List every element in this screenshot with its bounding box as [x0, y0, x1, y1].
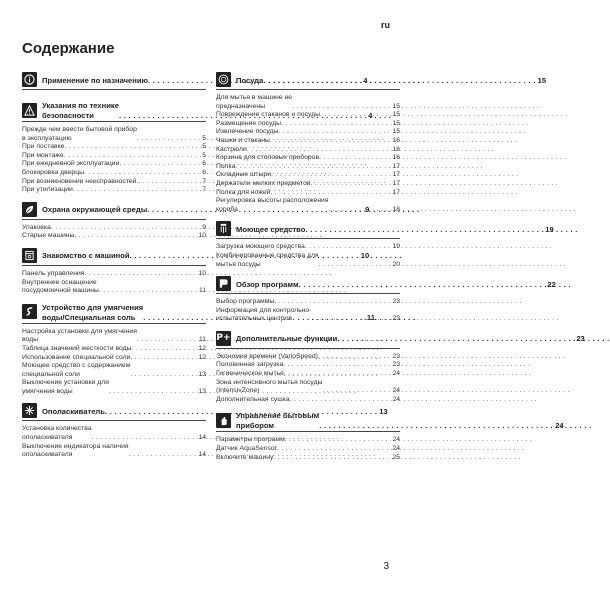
leader-dots [99, 287, 197, 296]
toc-entry[interactable] [22, 224, 206, 233]
toc-entry[interactable] [216, 436, 400, 445]
toc-entry[interactable] [216, 252, 400, 269]
toc-entry[interactable] [22, 270, 206, 279]
toc-entry-title: Загрузка моющего средства [216, 243, 305, 251]
toc-entry[interactable] [216, 445, 400, 454]
toc-entry-title: Прежде чем ввести бытовой прибор в эксплуатацию [22, 126, 137, 142]
toc-entry-page: 17 [392, 171, 400, 179]
toc-entry-title: Внутреннее оснащение посудомоечной машины [22, 278, 99, 295]
leader-dots [138, 178, 200, 187]
toc-entry-title: При монтаже [22, 151, 64, 159]
leader-dots [284, 370, 391, 379]
toc-entry-page: 10 [198, 232, 206, 240]
toc-entry-page: 5 [202, 134, 206, 142]
toc-entry-page: 14 [198, 434, 206, 442]
leader-dots [263, 76, 535, 86]
leader-dots [271, 171, 390, 180]
toc-entry-page: 17 [392, 179, 400, 187]
leader-dots [283, 361, 390, 370]
section-spacer [22, 241, 206, 248]
toc-section-page: 13 [379, 406, 388, 416]
toc-entry-title: Информация для контрольно- испытательных центров [216, 306, 312, 323]
toc-section-page: 22 [547, 279, 556, 289]
leader-dots [129, 451, 197, 460]
toc-section-title: Охрана окружающей среды [42, 205, 148, 215]
leader-dots [130, 371, 196, 380]
toc-entry-page: 6 [202, 160, 206, 168]
section-spacer [216, 404, 400, 411]
leader-dots [311, 180, 391, 189]
leader-dots [64, 143, 200, 152]
toc-entry-title: Держатели мелких предметов [216, 179, 311, 187]
toc-entry-title: Гигиеническое мытье [216, 370, 284, 378]
toc-entry-page: 11 [198, 287, 206, 295]
leader-dots [292, 103, 390, 112]
toc-entry-page: 7 [202, 186, 206, 194]
rinse-aid-icon [22, 403, 37, 418]
page-number: 3 [383, 561, 389, 572]
info-icon [22, 72, 37, 87]
toc-entry-page: 15 [392, 102, 400, 110]
toc-entry-title: Кастрюли [216, 145, 247, 153]
toc-entry-page: 23 [392, 315, 400, 323]
leader-dots [131, 345, 196, 354]
leader-dots [73, 186, 200, 195]
leader-dots [305, 225, 543, 235]
toc-entry-title: Панель управления [22, 269, 85, 277]
toc-section-title: Устройство для умягчения воды/Специальная соль [42, 302, 144, 322]
extra-functions-icon: P+ [216, 331, 231, 346]
toc-entry[interactable] [216, 243, 400, 252]
leader-dots [137, 336, 197, 345]
toc-entry[interactable] [216, 298, 400, 307]
toc-entry[interactable] [216, 353, 400, 362]
toc-section-title: Посуда [236, 75, 264, 85]
toc-section-page: 9 [365, 205, 370, 215]
toc-section-title: Ополаскиватель [42, 406, 105, 416]
leader-dots [74, 232, 196, 241]
dishes-icon [216, 72, 231, 87]
toc-entry-page: 23 [392, 298, 400, 306]
leader-dots [51, 224, 200, 233]
leader-dots [337, 334, 574, 344]
toc-section-title: Указания по технике безопасности [42, 101, 119, 120]
toc-entry[interactable] [216, 197, 400, 214]
toc-entry-page: 16 [392, 136, 400, 144]
toc-entry-page: 16 [392, 145, 400, 153]
toc-entry-page: 18 [392, 205, 400, 213]
toc-entry-page: 6 [202, 168, 206, 176]
toc-section-heading[interactable] [216, 276, 556, 294]
toc-entry-title: Датчик AquaSensor [216, 445, 277, 453]
toc-entry-title: При поставке [22, 143, 65, 151]
leader-dots [137, 135, 200, 144]
toc-entry[interactable] [216, 396, 400, 405]
toc-entry-title: Полка для ножей [216, 188, 271, 196]
toc-entry[interactable] [216, 307, 400, 324]
toc-entry-page: 13 [198, 387, 206, 395]
toc-entry[interactable] [216, 146, 400, 155]
toc-section-page: 4 [368, 111, 373, 120]
toc-entry-page: 19 [392, 243, 400, 251]
water-softener-icon [22, 304, 37, 319]
toc-entry-page: 24 [392, 387, 400, 395]
toc-entry-title: Чашки и стаканы [216, 136, 270, 144]
toc-entry[interactable] [22, 425, 206, 442]
toc-entry[interactable] [22, 362, 206, 379]
toc-section-title: Обзор программ [236, 279, 299, 289]
toc-entry-title: Выбор программы [216, 298, 275, 306]
toc-entry[interactable] [216, 189, 400, 198]
section-spacer [22, 296, 206, 303]
leader-dots [299, 280, 546, 290]
toc-entry-title: Размещение посуды [216, 119, 281, 127]
toc-entry-title: Моющее средство с содержанием специальной соли [22, 362, 131, 378]
toc-entry-page: 5 [202, 151, 206, 159]
toc-entry-title: Включите машину [216, 453, 274, 461]
toc-entry[interactable] [22, 328, 206, 345]
toc-entry-title: При возникновении неисправностей. [22, 177, 139, 185]
leader-dots [84, 270, 196, 279]
environment-icon [22, 202, 37, 217]
toc-entry-page: 9 [202, 223, 206, 231]
warning-icon [22, 103, 37, 118]
leader-dots [290, 396, 391, 405]
leader-dots [278, 128, 390, 137]
toc-section-title: Применение по назначению [42, 75, 149, 85]
leader-dots [318, 353, 391, 362]
leader-dots [319, 421, 553, 431]
toc-entry-title: Упаковка [22, 223, 51, 231]
toc-section-page: 24 [555, 421, 564, 431]
toc-entry-page: 12 [198, 344, 206, 352]
programs-icon [216, 276, 231, 291]
leader-dots [285, 436, 391, 445]
appliance-icon [22, 248, 37, 263]
section-spacer [216, 269, 400, 276]
toc-entry-page: 5 [202, 143, 206, 151]
toc-entry-title: Извлечение посуды [216, 128, 279, 136]
toc-entry[interactable] [22, 232, 206, 241]
toc-entry-title: Половинная загрузка [216, 361, 284, 369]
toc-entry-page: 24 [392, 445, 400, 453]
toc-section-page: 11 [366, 312, 375, 322]
leader-dots [305, 243, 391, 252]
toc-entry-title: Старые машины [22, 232, 75, 240]
toc-entry-title: Повреждение стаканов и посуды [216, 111, 320, 119]
toc-entry-title: Регулировка высоты расположения короба [216, 197, 329, 213]
toc-entry[interactable] [216, 379, 400, 396]
section-spacer [22, 94, 206, 101]
toc-section-heading[interactable] [216, 221, 554, 239]
toc-entry[interactable] [216, 137, 400, 146]
toc-entry-title: Использование специальной соли [22, 353, 131, 361]
toc-section-title: Управление бытовым прибором [236, 411, 320, 431]
leader-dots [109, 388, 197, 397]
toc-section-page: 10 [360, 251, 370, 261]
section-spacer [216, 462, 400, 469]
leader-dots [320, 111, 390, 120]
leader-dots [277, 445, 390, 454]
leader-dots [273, 454, 390, 463]
toc-entry-page: 23 [392, 361, 400, 369]
toc-section-page: 23 [576, 334, 585, 344]
toc-section-heading[interactable] [216, 331, 585, 349]
toc-right-column [216, 72, 585, 469]
toc-entry-page: 11 [198, 336, 206, 344]
toc-entry[interactable] [216, 128, 400, 137]
leader-dots [311, 312, 390, 324]
toc-entry-title: блокировка дверцы [22, 168, 84, 176]
toc-entry-title: Экономия времени (VarioSpeed) [216, 352, 318, 360]
toc-entry-page: 14 [198, 451, 206, 459]
toc-entry-title: Складные штыри [216, 171, 272, 179]
toc-entry[interactable] [216, 94, 400, 111]
leader-dots [270, 189, 390, 198]
leader-dots [247, 146, 391, 155]
toc-entry-title: Для мытья в машине не предназначены [216, 94, 293, 110]
toc-entry[interactable] [216, 171, 400, 180]
toc-entry-page: 20 [392, 260, 400, 268]
toc-entry-title: Параметры программ [216, 436, 285, 444]
toc-entry[interactable] [22, 186, 206, 195]
toc-entry-page: 10 [198, 269, 206, 277]
toc-entry[interactable] [22, 443, 206, 460]
toc-entry-page: 16 [392, 154, 400, 162]
section-spacer [216, 324, 400, 331]
language-code: ru [381, 20, 390, 30]
toc-entry[interactable] [216, 111, 400, 120]
leader-dots [322, 387, 390, 396]
toc-entry-page: 24 [392, 370, 400, 378]
leader-dots [274, 298, 390, 307]
toc-entry[interactable] [22, 160, 206, 169]
toc-entry[interactable] [22, 143, 206, 152]
toc-entry-title: Корзина для столовых приборов [216, 154, 320, 162]
toc-entry-page: 17 [392, 162, 400, 170]
page-title: Содержание [22, 40, 115, 57]
toc-entry[interactable] [22, 126, 206, 143]
toc-entry-title: Установка количества ополаскивателя [22, 425, 92, 442]
toc-entry[interactable] [22, 169, 206, 178]
leader-dots [119, 160, 200, 169]
leader-dots [329, 206, 391, 215]
toc-entry[interactable] [216, 154, 400, 163]
toc-entry-page: 17 [392, 188, 400, 196]
toc-entry-title: Полка [216, 162, 236, 170]
toc-entry[interactable] [216, 120, 400, 129]
toc-entry-title: При утилизации [22, 186, 73, 194]
toc-entry[interactable] [216, 361, 400, 370]
toc-entry[interactable] [22, 354, 206, 363]
leader-dots [319, 154, 390, 163]
toc-entry-title: Дополнительная сушка [216, 395, 290, 403]
section-spacer [216, 214, 400, 221]
toc-entry-title: Комбинированные средства для мытья посуды [216, 251, 319, 268]
toc-entry-title: Зона интенсивного мытья посуды (IntensivZone) [216, 378, 323, 395]
toc-entry-page: 7 [202, 177, 206, 185]
toc-entry-title: Таблица значений жесткости воды [22, 344, 132, 352]
toc-entry-page: 15 [392, 128, 400, 136]
detergent-icon [216, 221, 231, 236]
section-spacer [22, 195, 206, 202]
toc-entry[interactable] [216, 370, 400, 379]
section-spacer [22, 460, 206, 467]
toc-section-heading[interactable] [216, 411, 564, 432]
leader-dots [130, 354, 196, 363]
toc-entry-title: Выключение установки для умягчения воды [22, 379, 109, 395]
toc-entry[interactable] [22, 379, 206, 396]
toc-entry-page: 13 [198, 370, 206, 378]
toc-section-page: 15 [537, 75, 547, 85]
leader-dots [235, 163, 390, 172]
toc-entry[interactable] [216, 163, 400, 172]
toc-entry-page: 24 [392, 395, 400, 403]
toc-entry-title: Выключение индикатора наличия ополаскивателя [22, 442, 129, 459]
toc-section-title: Знакомство с машиной [42, 251, 130, 261]
toc-entry-page: 25 [392, 453, 400, 461]
toc-entry-page: 15 [392, 111, 400, 119]
toc-entry[interactable] [216, 180, 400, 189]
toc-entry-page: 23 [392, 352, 400, 360]
toc-section-title: Моющее средство [236, 224, 306, 234]
toc-entry[interactable] [216, 454, 400, 463]
toc-entry-page: 15 [392, 119, 400, 127]
leader-dots [92, 434, 197, 443]
toc-entry-title: При ежедневной эксплуатации [22, 160, 120, 168]
toc-entry[interactable] [22, 178, 206, 187]
leader-dots [84, 169, 200, 178]
toc-entry[interactable] [22, 279, 206, 296]
toc-entry-title: Настройка установки для умягчения воды [22, 327, 137, 344]
section-spacer [22, 396, 206, 403]
operation-icon [216, 413, 231, 428]
leader-dots [270, 137, 391, 146]
toc-section-title: Дополнительные функции [236, 334, 338, 344]
toc-section-heading[interactable] [216, 72, 547, 90]
toc-section-page: 4 [363, 75, 368, 85]
toc-entry[interactable] [22, 345, 206, 354]
toc-entry-page: 24 [392, 436, 400, 444]
leader-dots [319, 261, 391, 270]
leader-dots [281, 120, 390, 129]
toc-entry-page: 12 [198, 353, 206, 361]
toc-section-page: 19 [545, 224, 554, 234]
